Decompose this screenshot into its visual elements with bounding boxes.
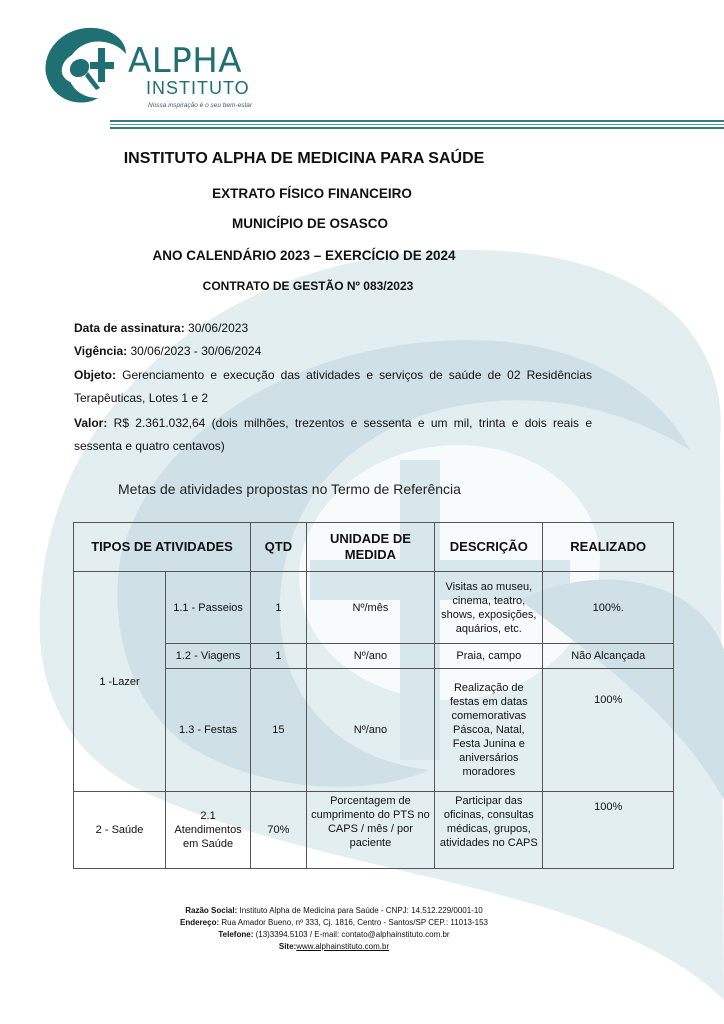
- signature-date: [74, 317, 592, 340]
- value: [74, 412, 592, 458]
- cell-unit: Nº/mês: [306, 572, 434, 644]
- cell-done: 100%: [543, 669, 674, 792]
- validity-value: 30/06/2023 - 30/06/2024: [127, 344, 262, 358]
- cell-unit: Nº/ano: [306, 644, 434, 669]
- cell-description: Praia, campo: [435, 644, 543, 669]
- cell-qty: 15: [251, 669, 307, 792]
- title-year: ANO CALENDÁRIO 2023 – EXERCÍCIO DE 2024: [152, 248, 456, 263]
- cell-unit: Nº/ano: [306, 669, 434, 792]
- brand-tagline: Nossa inspiração é o seu bem-estar: [148, 102, 253, 109]
- cell-unit: Porcentagem de cumprimento do PTS no CAPS / mês / por paciente: [306, 792, 434, 869]
- cell-activity: 1.3 - Festas: [166, 669, 251, 792]
- cell-done: 100%: [543, 792, 674, 869]
- title-municipality: MUNICÍPIO DE OSASCO: [231, 216, 388, 231]
- goals-subheading: Metas de atividades propostas no Termo de Referência: [118, 481, 461, 497]
- footer-address-label: Endereço:: [180, 918, 220, 927]
- group-leisure: 1 -Lazer: [74, 572, 166, 792]
- footer-site-label: Site:: [278, 942, 297, 951]
- footer-company: [0, 905, 696, 917]
- brand-sub: INSTITUTO: [146, 78, 250, 98]
- header-divider: [110, 120, 724, 130]
- footer-site-link[interactable]: www.alphainstituto.com.br: [296, 942, 390, 951]
- header-done: REALIZADO: [543, 523, 674, 572]
- cell-qty: 1: [251, 572, 307, 644]
- cell-description: Participar das oficinas, consultas médicas, grupos, atividades no CAPS: [435, 792, 543, 869]
- signature-value: 30/06/2023: [184, 321, 249, 335]
- alpha-logo-icon: [38, 18, 130, 110]
- table-header-row: [74, 523, 674, 572]
- footer-phone: [0, 929, 696, 941]
- footer-company-value: Instituto Alpha de Medicina para Saúde - CNPJ: 14.512.229/0001-10: [237, 906, 483, 915]
- title-institute: INSTITUTO ALPHA DE MEDICINA PARA SAÚDE: [123, 150, 485, 167]
- cell-activity: 2.1 Atendimentos em Saúde: [166, 792, 251, 869]
- table-row: [74, 572, 674, 644]
- cell-activity: 1.1 - Passeios: [166, 572, 251, 644]
- value-value: R$ 2.361.032,64 (dois milhões, trezentos e sessenta e um mil, trinta e dois reais e sessenta e quatro centavos): [74, 416, 592, 453]
- header-unit: UNIDADE DE MEDIDA: [306, 523, 434, 572]
- header-qty: QTD: [251, 523, 307, 572]
- signature-label: Data de assinatura:: [74, 321, 185, 335]
- title-extract: EXTRATO FÍSICO FINANCEIRO: [212, 186, 412, 201]
- cell-description: Visitas ao museu, cinema, teatro, shows, exposições, aquários, etc.: [435, 572, 543, 644]
- goals-table: [73, 522, 674, 869]
- cell-done: 100%.: [543, 572, 674, 644]
- cell-qty: 1: [251, 644, 307, 669]
- object: [74, 364, 592, 410]
- title-contract: CONTRATO DE GESTÃO Nº 083/2023: [202, 279, 414, 293]
- table-row: [74, 792, 674, 869]
- header-activity-type: TIPOS DE ATIVIDADES: [74, 523, 251, 572]
- brand-logo: [38, 18, 253, 110]
- value-label: Valor:: [74, 416, 108, 430]
- cell-description: Realização de festas em datas comemorativas Páscoa, Natal, Festa Junina e aniversários moradores: [435, 669, 543, 792]
- cell-qty: 70%: [251, 792, 307, 869]
- header-description: DESCRIÇÃO: [435, 523, 543, 572]
- cell-done: Não Alcançada: [543, 644, 674, 669]
- object-label: Objeto:: [74, 368, 116, 382]
- brand-name: ALPHA: [128, 41, 243, 81]
- validity-label: Vigência:: [74, 344, 128, 358]
- validity: [74, 340, 592, 363]
- footer: [0, 905, 696, 953]
- cell-activity: 1.2 - Viagens: [166, 644, 251, 669]
- footer-address-value: Rua Amador Bueno, nº 333, Cj. 1816, Centro - Santos/SP CEP.: 11013-153: [219, 918, 488, 927]
- footer-site: [0, 941, 696, 953]
- footer-address: [0, 917, 696, 929]
- group-health: 2 - Saúde: [74, 792, 166, 869]
- footer-phone-label: Telefone:: [218, 930, 254, 939]
- footer-company-label: Razão Social:: [185, 906, 238, 915]
- footer-phone-value: (13)3394.5103 / E-mail: contato@alphainstituto.com.br: [253, 930, 450, 939]
- object-value: Gerenciamento e execução das atividades e serviços de saúde de 02 Residências Terapêuticas, Lotes 1 e 2: [74, 368, 592, 405]
